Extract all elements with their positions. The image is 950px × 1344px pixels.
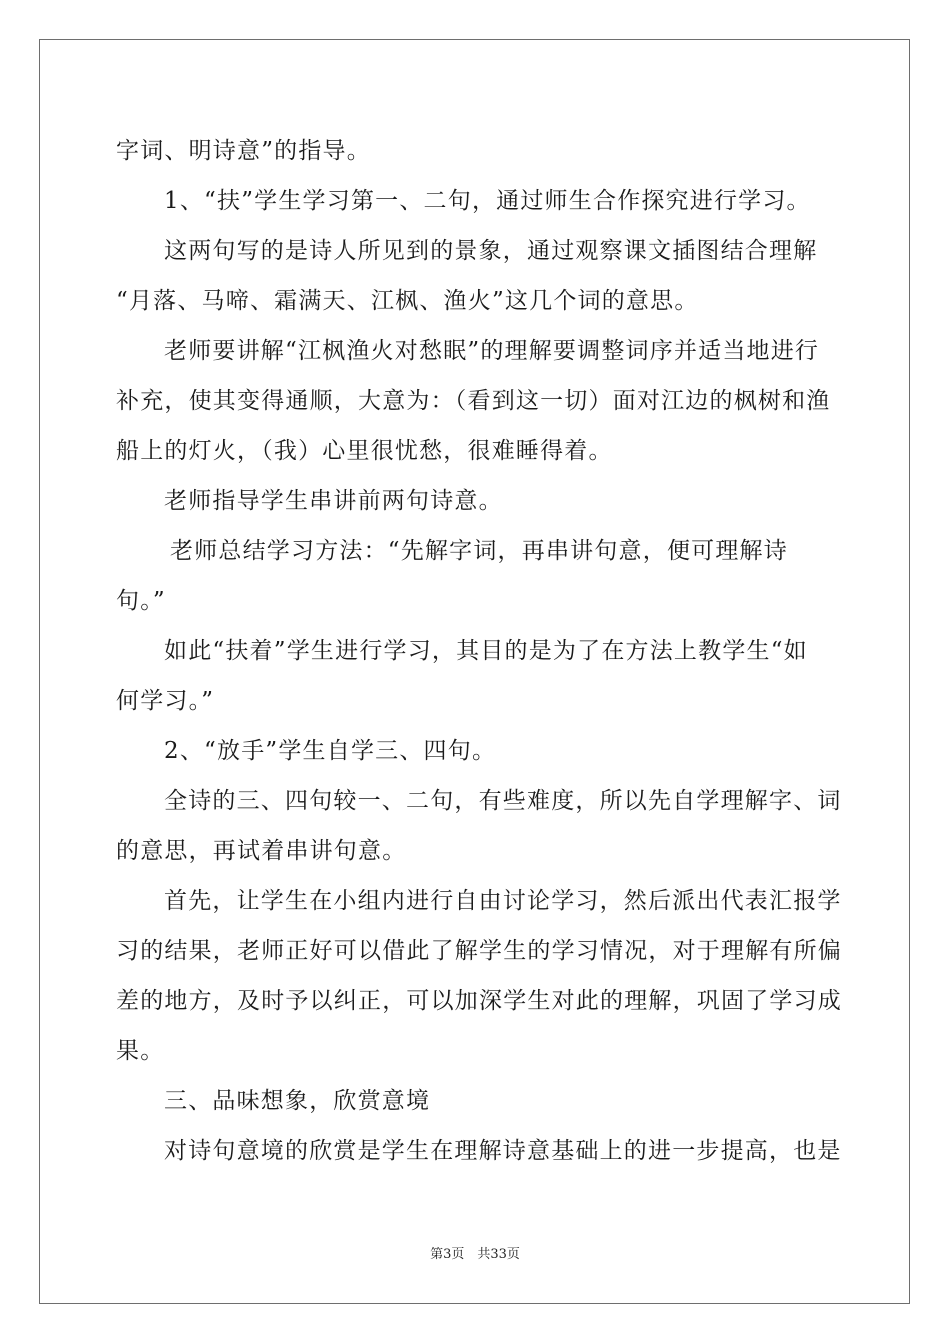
text-line: 补充，使其变得通顺，大意为：（看到这一切）面对江边的枫树和渔 xyxy=(116,388,831,414)
text-line: 何学习。” xyxy=(116,688,215,714)
text-line: 如此“扶着”学生进行学习，其目的是为了在方法上教学生“如 xyxy=(164,638,808,664)
text-line: 习的结果，老师正好可以借此了解学生的学习情况，对于理解有所偏 xyxy=(116,938,842,964)
text-line: “月落、马啼、霜满天、江枫、渔火”这几个词的意思。 xyxy=(116,288,699,314)
text-line: 老师总结学习方法：“先解字词，再串讲句意，便可理解诗 xyxy=(170,538,788,564)
text-line: 船上的灯火，（我）心里很忧愁，很难睡得着。 xyxy=(116,438,613,464)
text-line: 果。 xyxy=(116,1038,165,1064)
document-body xyxy=(116,126,842,1176)
text-line: 三、品味想象，欣赏意境 xyxy=(164,1088,431,1114)
text-line: 字词、明诗意”的指导。 xyxy=(116,138,371,164)
text-line: 句。” xyxy=(116,588,166,614)
text-line: 老师要讲解“江枫渔火对愁眠”的理解要调整词序并适当地进行 xyxy=(164,338,820,364)
page-number-footer: 第3页 共33页 xyxy=(430,1247,520,1262)
text-line: 1、“扶”学生学习第一、二句，通过师生合作探究进行学习。 xyxy=(164,188,811,214)
text-line: 这两句写的是诗人所见到的景象，通过观察课文插图结合理解 xyxy=(164,238,818,264)
text-line: 差的地方，及时予以纠正，可以加深学生对此的理解，巩固了学习成 xyxy=(116,988,842,1014)
text-line: 首先，让学生在小组内进行自由讨论学习，然后派出代表汇报学 xyxy=(164,888,842,914)
text-line: 对诗句意境的欣赏是学生在理解诗意基础上的进一步提高，也是 xyxy=(164,1138,842,1164)
text-line: 全诗的三、四句较一、二句，有些难度，所以先自学理解字、词 xyxy=(164,788,842,814)
text-line: 的意思，再试着串讲句意。 xyxy=(116,838,407,864)
text-line: 2、“放手”学生自学三、四句。 xyxy=(164,738,497,764)
text-line: 老师指导学生串讲前两句诗意。 xyxy=(164,488,503,514)
